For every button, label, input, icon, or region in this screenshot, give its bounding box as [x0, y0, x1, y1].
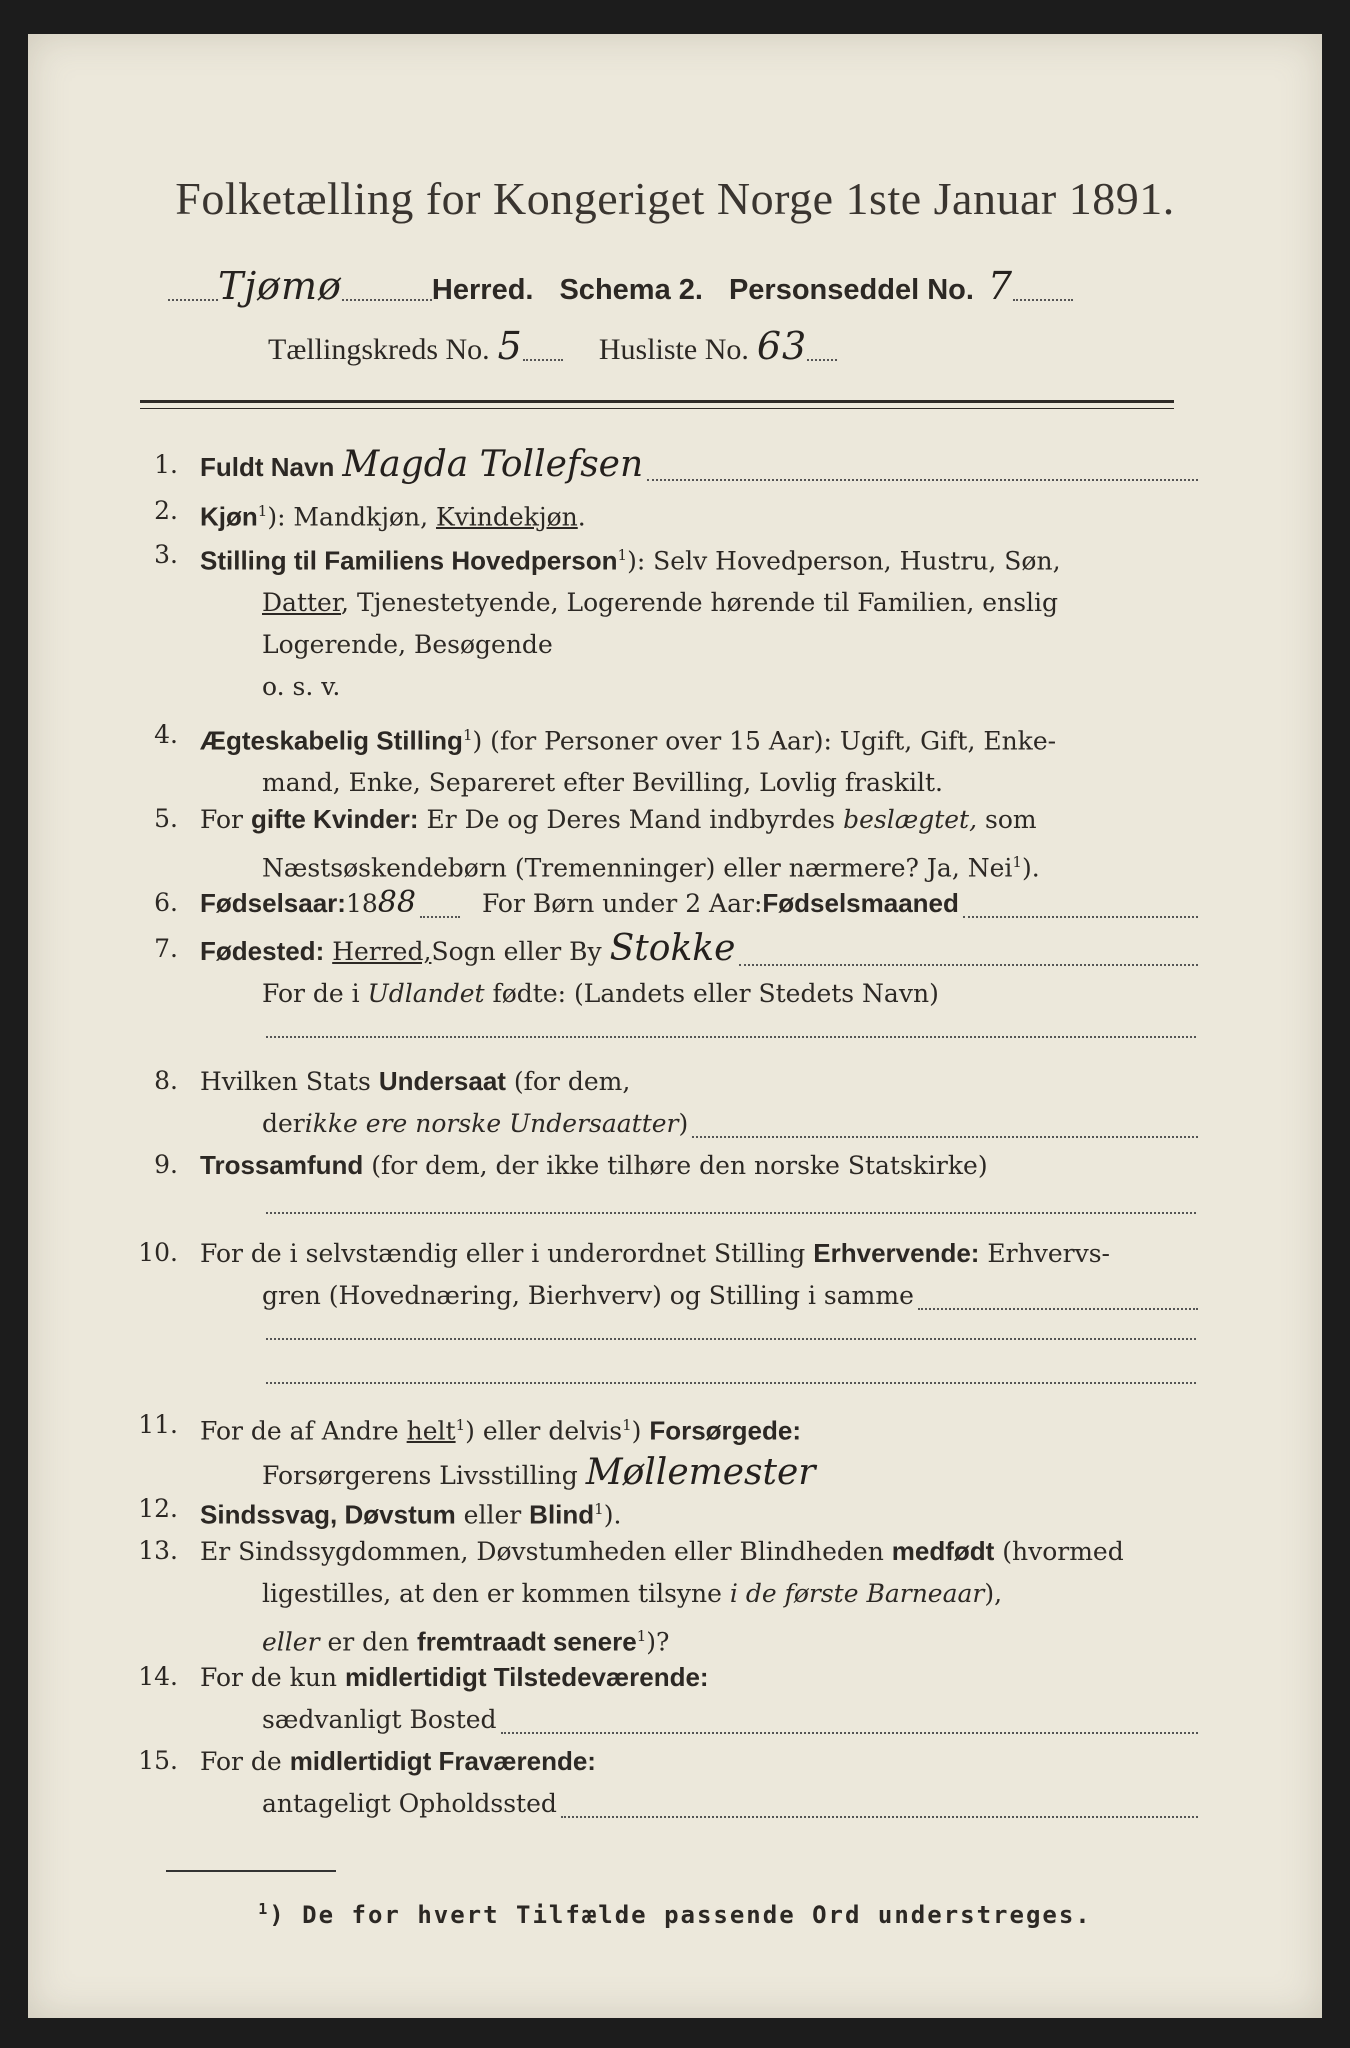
- header-line-1: [168, 264, 1198, 308]
- item-text: der: [262, 1109, 305, 1138]
- item-label: Forsørgede:: [649, 1415, 801, 1446]
- husliste-label: Husliste No.: [598, 333, 749, 366]
- item-label: Sindssvag, Døvstum: [200, 1499, 456, 1530]
- item-text: For de i selvstændig eller i underordnet Stilling: [200, 1239, 814, 1268]
- item-text: mand, Enke, Separeret efter Bevilling, Lovlig fraskilt.: [262, 768, 943, 798]
- header-rule-thin: [140, 408, 1174, 409]
- item-text: For Børn under 2 Aar:: [481, 889, 763, 918]
- item-text: o. s. v.: [262, 672, 341, 702]
- kreds-label: Tællingskreds No.: [268, 333, 490, 366]
- footnote-marker: 1: [636, 1627, 647, 1645]
- header-line-2: [268, 324, 837, 368]
- footnote-rule: [166, 1870, 336, 1872]
- item-text: For de: [200, 1747, 290, 1776]
- footnote-marker: 1: [1012, 853, 1022, 871]
- item-text: ) (for Personer over 15 Aar): Ugift, Gift, Enke-: [472, 726, 1057, 756]
- item-text: For de kun: [200, 1663, 345, 1692]
- item-text: Udlandet: [367, 979, 485, 1008]
- item-label: midlertidigt Tilstedeværende:: [344, 1662, 709, 1692]
- item-number: 2.: [154, 496, 178, 525]
- item-number: 8.: [154, 1066, 178, 1095]
- footnote-marker: 1: [622, 1416, 632, 1434]
- item-label: Fødselsaar:: [200, 888, 346, 918]
- kreds-value: 5: [497, 324, 523, 368]
- item-text: fødte: (Landets eller Stedets Navn): [484, 979, 939, 1008]
- item-text: Logerende, Besøgende: [262, 630, 553, 660]
- blank-line: [266, 1338, 1196, 1340]
- item-text: antageligt Opholdssted: [262, 1789, 557, 1818]
- item-number: 10.: [138, 1238, 178, 1267]
- item-number: 7.: [154, 934, 178, 963]
- item-text: For: [200, 805, 251, 834]
- item-label: Kjøn: [200, 501, 258, 532]
- item-text: ): [631, 1416, 650, 1446]
- item-number: 15.: [138, 1746, 178, 1775]
- personseddel-label: Personseddel No.: [728, 274, 974, 306]
- item-number: 6.: [154, 888, 178, 917]
- item-text: ligestilles, at den er kommen tilsyne: [262, 1579, 730, 1608]
- item-text: eller: [262, 1627, 320, 1657]
- item-text: For de af Andre: [200, 1416, 407, 1446]
- item-label: Fødselsmaaned: [762, 888, 959, 918]
- footnote-marker: 1: [617, 546, 628, 564]
- item-label: Stilling til Familiens Hovedperson: [200, 545, 618, 576]
- item-text: ): [678, 1109, 689, 1138]
- footnote-marker: 1: [594, 1500, 604, 1518]
- blank-line: [266, 1382, 1196, 1384]
- header-rule-thick: [140, 400, 1174, 403]
- underlined-option: Herred,: [332, 937, 432, 966]
- item-text: beslægtet,: [843, 805, 978, 834]
- schema-label: Schema 2.: [559, 274, 703, 306]
- birthplace-value: Stokke: [609, 928, 736, 969]
- item-text: i de første Barneaar: [729, 1579, 985, 1608]
- census-form-page: [28, 34, 1322, 2018]
- item-text: Hvilken Stats: [200, 1067, 379, 1096]
- item-number: 11.: [138, 1410, 178, 1439]
- item-number: 9.: [154, 1150, 178, 1179]
- footnote-marker: 1: [455, 1416, 466, 1434]
- birth-year-value: 88: [377, 885, 416, 920]
- item-text: Er De og Deres Mand indbyrdes: [418, 805, 844, 834]
- item-text: , Tjenestetyende, Logerende hørende til Familien, enslig: [341, 588, 1059, 618]
- item-text: ): Selv Hovedperson, Hustru, Søn,: [627, 546, 1061, 576]
- item-number: 4.: [154, 720, 178, 749]
- item-label: midlertidigt Fraværende:: [289, 1746, 596, 1776]
- form-title: Folketælling for Kongeriget Norge 1ste Januar 1891.: [175, 173, 1175, 224]
- footnote-marker: 1: [462, 726, 473, 744]
- item-text: ).: [603, 1500, 622, 1530]
- item-text: ikke ere norske Undersaatter: [304, 1109, 679, 1138]
- item-text: Forsørgerens Livsstilling: [262, 1461, 578, 1491]
- item-number: 12.: [138, 1494, 178, 1523]
- item-text: ),: [984, 1579, 1003, 1608]
- underlined-option: Datter: [262, 588, 342, 618]
- item-number: 1.: [154, 450, 178, 479]
- item-label: gifte Kvinder:: [250, 804, 419, 834]
- personseddel-value: 7: [987, 264, 1014, 308]
- underlined-option: Kvindekjøn: [436, 502, 578, 532]
- item-text: Næstsøskendebørn (Tremenninger) eller nærmere? Ja, Nei: [262, 853, 1013, 883]
- item-text: sædvanligt Bosted: [262, 1705, 497, 1734]
- item-text: (hvormed: [994, 1537, 1124, 1566]
- item-text: eller: [455, 1500, 530, 1530]
- item-label: fremtraadt senere: [417, 1626, 637, 1657]
- husliste-value: 63: [756, 324, 808, 368]
- blank-line: [266, 1212, 1196, 1214]
- item-label: Fuldt Navn: [200, 452, 335, 482]
- footnote-marker: 1: [257, 502, 268, 520]
- item-text: (for dem, der ikke tilhøre den norske Statskirke): [363, 1151, 988, 1180]
- item-number: 13.: [138, 1536, 178, 1565]
- item-text: ).: [1021, 853, 1040, 883]
- item-text: som: [977, 805, 1037, 834]
- item-text: )?: [646, 1627, 670, 1657]
- item-label: Fødested:: [200, 936, 325, 966]
- full-name-value: Magda Tollefsen: [342, 444, 644, 485]
- item-text: ): Mandkjøn,: [267, 502, 436, 532]
- footnote: [28, 1900, 1322, 1929]
- underlined-option: helt: [406, 1416, 456, 1446]
- footnote-marker: 1: [258, 1900, 270, 1918]
- item-number: 5.: [154, 804, 178, 833]
- item-text: ) eller delvis: [465, 1416, 623, 1446]
- item-text: Er Sindssygdommen, Døvstumheden eller Blindheden: [200, 1537, 892, 1566]
- item-text: gren (Hovednæring, Bierhverv) og Stilling i samme: [262, 1281, 914, 1310]
- item-label: Trossamfund: [200, 1150, 364, 1180]
- item-label: Undersaat: [378, 1066, 506, 1096]
- item-text: Erhvervs-: [979, 1239, 1110, 1268]
- item-text: For de i: [262, 979, 368, 1008]
- blank-line: [266, 1036, 1196, 1038]
- item-label: Blind: [529, 1499, 595, 1530]
- item-text: .: [577, 502, 586, 532]
- item-label: Ægteskabelig Stilling: [200, 725, 463, 756]
- item-text: 18: [345, 889, 378, 918]
- footnote-text: ) De for hvert Tilfælde passende Ord understreges.: [269, 1901, 1092, 1929]
- item-text: er den: [319, 1627, 418, 1657]
- item-number: 14.: [138, 1662, 178, 1691]
- item-text: (for dem,: [505, 1067, 631, 1096]
- provider-occupation-value: Møllemester: [585, 1452, 816, 1494]
- herred-label: Herred.: [431, 274, 534, 306]
- item-label: medfødt: [891, 1536, 995, 1566]
- herred-value: Tjømø: [218, 264, 342, 308]
- item-text: Sogn eller By: [431, 937, 602, 966]
- item-label: Erhvervende:: [813, 1238, 980, 1268]
- item-number: 3.: [154, 540, 178, 569]
